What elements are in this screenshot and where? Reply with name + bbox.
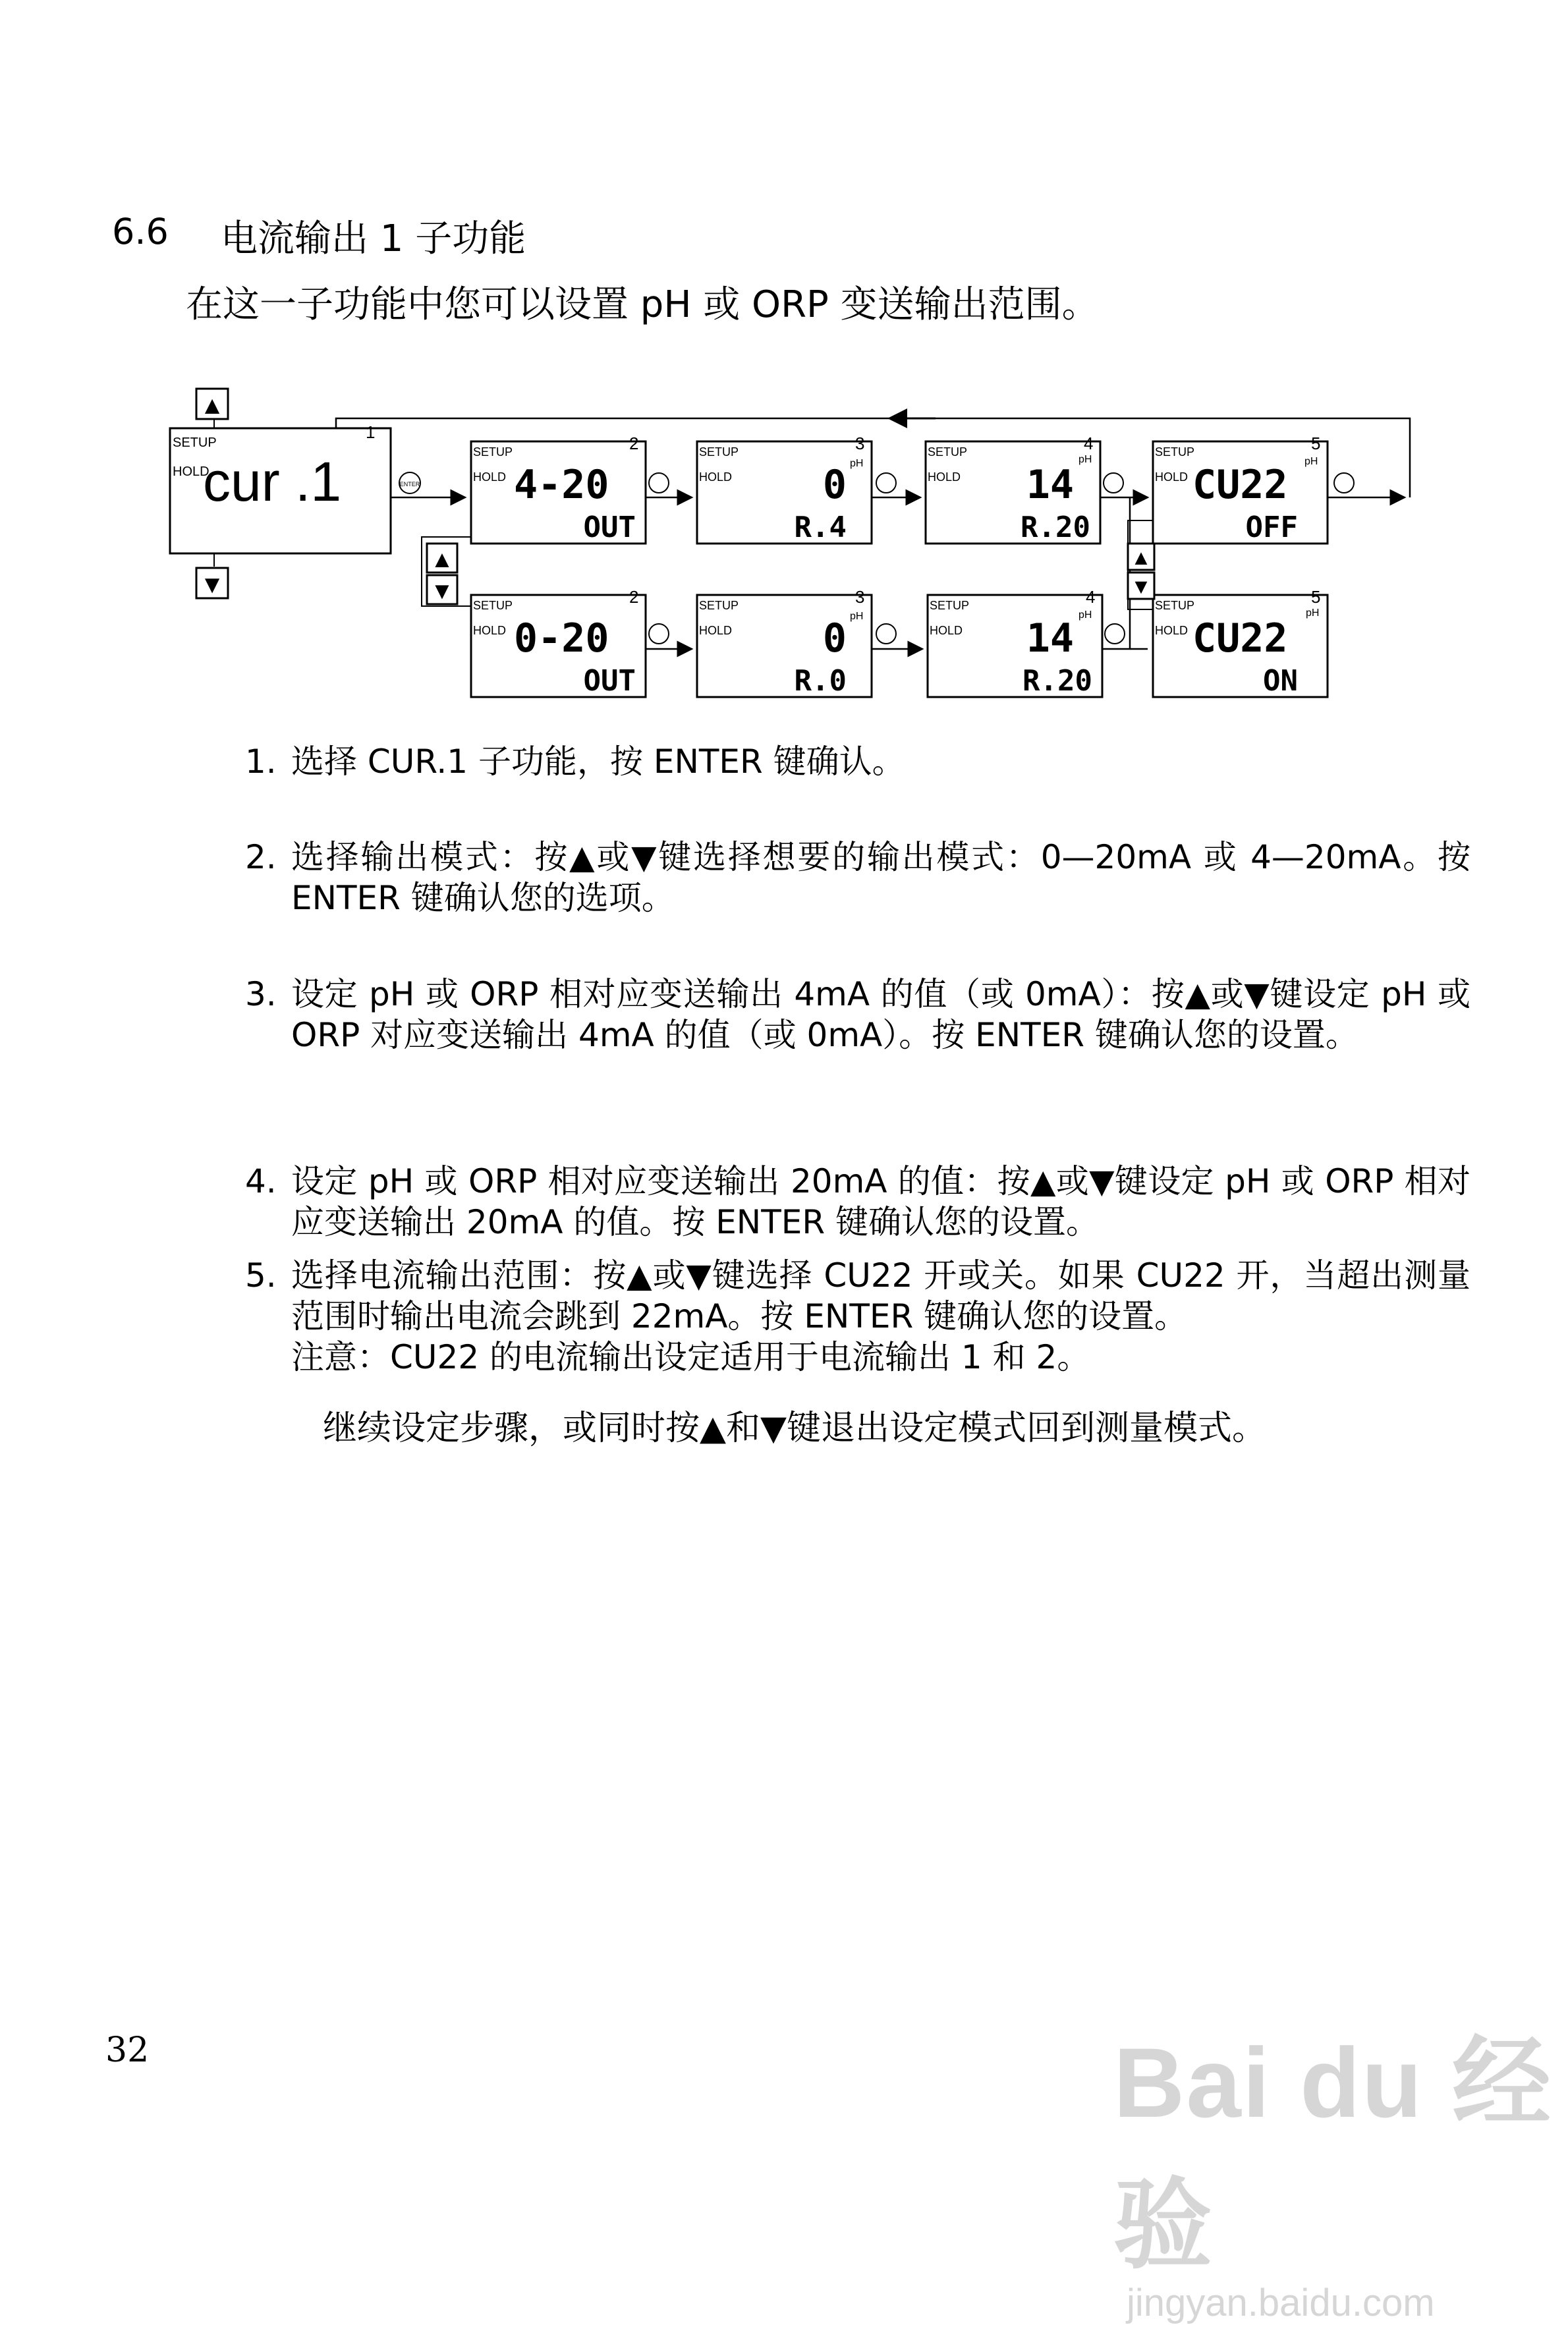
top-3-ph: pH [1078, 454, 1092, 465]
top-4-ph: pH [1304, 456, 1318, 467]
top-1-line2: OUT [583, 511, 636, 544]
step-1-text: 选择 CUR.1 子功能，按 ENTER 键确认。 [291, 742, 905, 781]
bottom-1-step: 2 [629, 587, 639, 607]
enter-key-icon-5 [1334, 473, 1354, 493]
top-3-line2: R.20 [1021, 511, 1090, 544]
top-3-step: 4 [1084, 434, 1094, 453]
cu22-up-key-label: ▲ [1131, 546, 1152, 569]
step-3 [245, 974, 1470, 1055]
bottom-1-line2: OUT [583, 664, 636, 698]
enter-key-icon-3 [876, 473, 896, 493]
page-number: 32 [105, 2031, 150, 2070]
top-display-4 [1153, 434, 1328, 544]
enter-key-icon-4 [1104, 473, 1123, 493]
bottom-3-ph: pH [1078, 609, 1092, 621]
bottom-4-hold: HOLD [1155, 624, 1189, 637]
step-3-text: 设定 pH 或 ORP 相对应变送输出 4mA 的值（或 0mA）：按▲或▼键设定 pH 或 ORP 对应变送输出 4mA 的值（或 0mA）。按 ENTER 键确认您的设置。 [291, 975, 1470, 1054]
top-2-hold: HOLD [699, 470, 733, 484]
cu22-up-key[interactable] [1128, 544, 1154, 570]
bottom-display-1 [471, 587, 646, 698]
top-2-line1: 0 [822, 462, 847, 508]
section-intro: 在这一子功能中您可以设置 pH 或 ORP 变送输出范围。 [186, 283, 1099, 326]
main-down-key[interactable] [196, 568, 228, 599]
bottom-4-step: 5 [1311, 587, 1321, 607]
main-step-number: 1 [366, 422, 376, 442]
enter-key-icon-7 [876, 624, 896, 644]
watermark-brand: Bai du 经验 [1113, 2027, 1553, 2280]
step-4 [245, 1161, 1470, 1243]
step-5-text: 选择电流输出范围：按▲或▼键选择 CU22 开或关。如果 CU22 开，当超出测量范围时输出电流会跳到 22mA。按 ENTER 键确认您的设置。 [291, 1256, 1470, 1335]
cu22-down-key-label: ▼ [1131, 574, 1152, 598]
top-1-setup: SETUP [473, 445, 513, 459]
main-hold-label: HOLD [173, 464, 210, 479]
step-1-number: 1. [245, 742, 277, 781]
top-1-line1: 4-20 [514, 462, 609, 508]
bottom-2-step: 3 [855, 587, 865, 607]
enter-key-icon-2 [649, 473, 669, 493]
bottom-4-line1: CU22 [1192, 615, 1288, 661]
top-3-hold: HOLD [928, 470, 961, 484]
main-setup-label: SETUP [173, 435, 217, 450]
top-4-setup: SETUP [1155, 445, 1195, 459]
top-3-line1: 14 [1026, 462, 1074, 508]
bottom-2-ph: pH [850, 611, 864, 622]
cu22-down-key[interactable] [1128, 573, 1154, 599]
top-4-hold: HOLD [1155, 470, 1189, 484]
main-down-key-label: ▼ [200, 571, 225, 599]
continue-text: 继续设定步骤，或同时按▲和▼键退出设定模式回到测量模式。 [323, 1409, 1266, 1448]
bottom-4-setup: SETUP [1155, 599, 1195, 612]
section-number: 6.6 [112, 211, 169, 252]
bottom-2-line1: 0 [822, 615, 847, 661]
top-display-2 [697, 434, 872, 544]
flow-diagram [0, 0, 1568, 738]
main-up-key[interactable] [196, 389, 228, 420]
bottom-2-line2: R.0 [794, 664, 847, 698]
enter-key-label: ENTER [399, 481, 420, 488]
bottom-3-step: 4 [1086, 587, 1096, 607]
bottom-2-hold: HOLD [699, 624, 733, 637]
top-2-ph: pH [850, 458, 864, 469]
main-up-key-label: ▲ [200, 392, 225, 420]
top-1-step: 2 [629, 434, 639, 453]
bottom-1-hold: HOLD [473, 624, 507, 637]
enter-key-icon-6 [649, 624, 669, 644]
section-title: 电流输出 1 子功能 [221, 217, 526, 260]
bottom-display-3 [928, 587, 1102, 698]
step-2-number: 2. [245, 838, 277, 876]
bottom-3-line2: R.20 [1022, 664, 1092, 698]
bottom-2-setup: SETUP [699, 599, 739, 612]
top-display-1 [471, 434, 646, 544]
step-3-number: 3. [245, 975, 277, 1013]
step-2-text: 选择输出模式：按▲或▼键选择想要的输出模式：0—20mA 或 4—20mA。按 ENTER 键确认您的选项。 [291, 838, 1470, 917]
step-4-number: 4. [245, 1162, 277, 1200]
top-4-line1: CU22 [1192, 462, 1288, 508]
step-5-number: 5. [245, 1256, 277, 1295]
step-2 [245, 837, 1470, 918]
watermark-url: jingyan.baidu.com [1127, 2282, 1435, 2324]
top-display-3 [926, 434, 1100, 544]
top-2-step: 3 [855, 434, 865, 453]
baidu-watermark [1113, 2003, 1568, 2325]
mode-up-key-label: ▲ [430, 546, 454, 573]
bottom-3-line1: 14 [1026, 615, 1074, 661]
top-1-hold: HOLD [473, 470, 507, 484]
top-4-step: 5 [1311, 434, 1321, 453]
main-display-value: cur .1 [203, 451, 342, 513]
step-5-note: 注意：CU22 的电流输出设定适用于电流输出 1 和 2。 [291, 1338, 1090, 1376]
top-2-line2: R.4 [794, 511, 847, 544]
top-4-line2: OFF [1245, 511, 1298, 544]
top-3-setup: SETUP [928, 445, 968, 459]
bottom-1-line1: 0-20 [514, 615, 609, 661]
bottom-4-ph: pH [1306, 607, 1320, 619]
mode-down-key-label: ▼ [430, 577, 454, 604]
bottom-1-setup: SETUP [473, 599, 513, 612]
step-5 [245, 1255, 1470, 1378]
enter-key-icon-8 [1105, 624, 1125, 644]
bottom-3-setup: SETUP [930, 599, 970, 612]
bottom-4-line2: ON [1263, 664, 1298, 698]
top-2-setup: SETUP [699, 445, 739, 459]
bottom-display-4 [1153, 587, 1328, 698]
bottom-3-hold: HOLD [930, 624, 963, 637]
step-4-text: 设定 pH 或 ORP 相对应变送输出 20mA 的值：按▲或▼键设定 pH 或 ORP 相对应变送输出 20mA 的值。按 ENTER 键确认您的设置。 [291, 1162, 1470, 1241]
step-1 [245, 741, 1470, 782]
mode-down-key[interactable] [427, 575, 457, 604]
mode-up-key[interactable] [427, 544, 457, 573]
bottom-display-2 [697, 587, 872, 698]
